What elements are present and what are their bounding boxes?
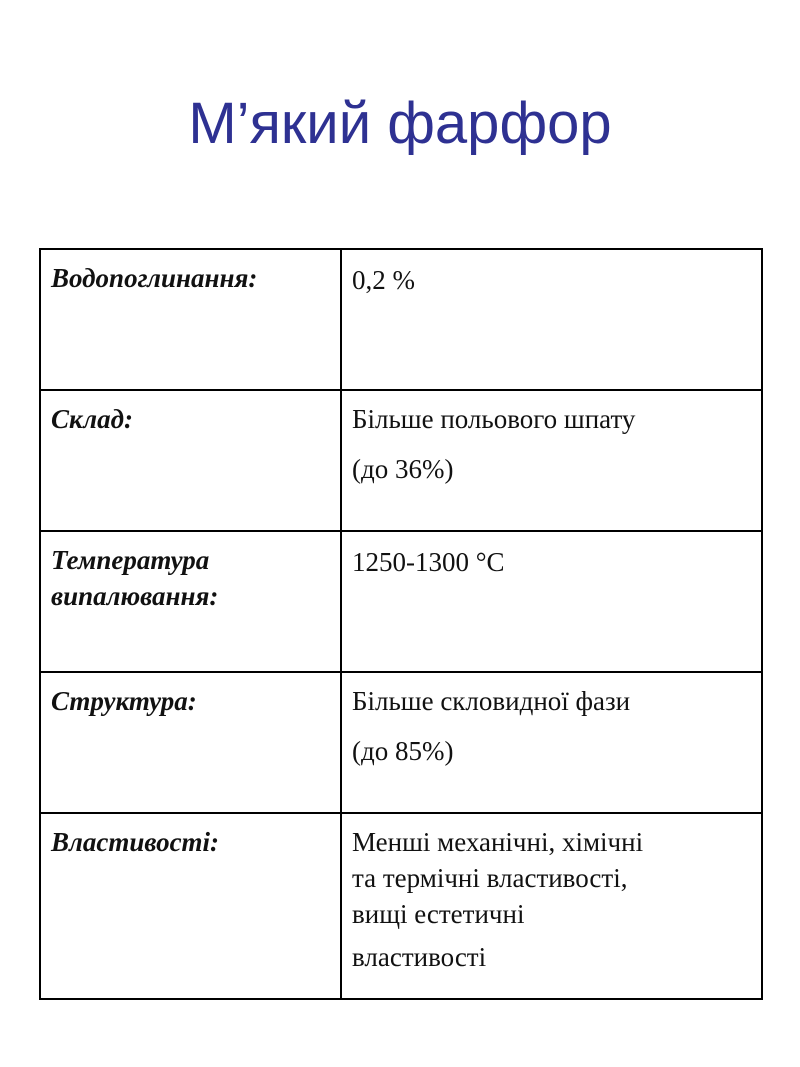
table-row — [40, 813, 762, 999]
table-row — [40, 390, 762, 531]
row-value — [341, 390, 762, 531]
value-line: Більше польового шпату — [352, 404, 636, 434]
row-key: Структура: — [40, 672, 341, 813]
value-line: 0,2 % — [352, 265, 415, 295]
row-value — [341, 813, 762, 999]
row-key: Склад: — [40, 390, 341, 531]
row-key: Водопоглинання: — [40, 249, 341, 390]
row-key: Властивості: — [40, 813, 341, 999]
value-line: Більше скловидної фази — [352, 686, 631, 716]
value-line: (до 36%) — [352, 454, 454, 484]
properties-table — [39, 248, 763, 1000]
row-key — [40, 531, 341, 672]
value-line: Менші механічні, хімічні — [352, 827, 644, 857]
key-line: Температура — [51, 545, 210, 575]
table-row — [40, 249, 762, 390]
row-value — [341, 249, 762, 390]
value-line: (до 85%) — [352, 736, 454, 766]
page-title: М’який фарфор — [188, 91, 612, 156]
table-row — [40, 672, 762, 813]
row-value — [341, 672, 762, 813]
table-row — [40, 531, 762, 672]
value-line: та термічні властивості, — [352, 863, 628, 893]
value-line: вищі естетичні — [352, 899, 525, 929]
key-line: випалювання: — [51, 581, 219, 611]
value-line: властивості — [352, 942, 487, 972]
value-line: 1250-1300 °С — [352, 547, 505, 577]
row-value — [341, 531, 762, 672]
